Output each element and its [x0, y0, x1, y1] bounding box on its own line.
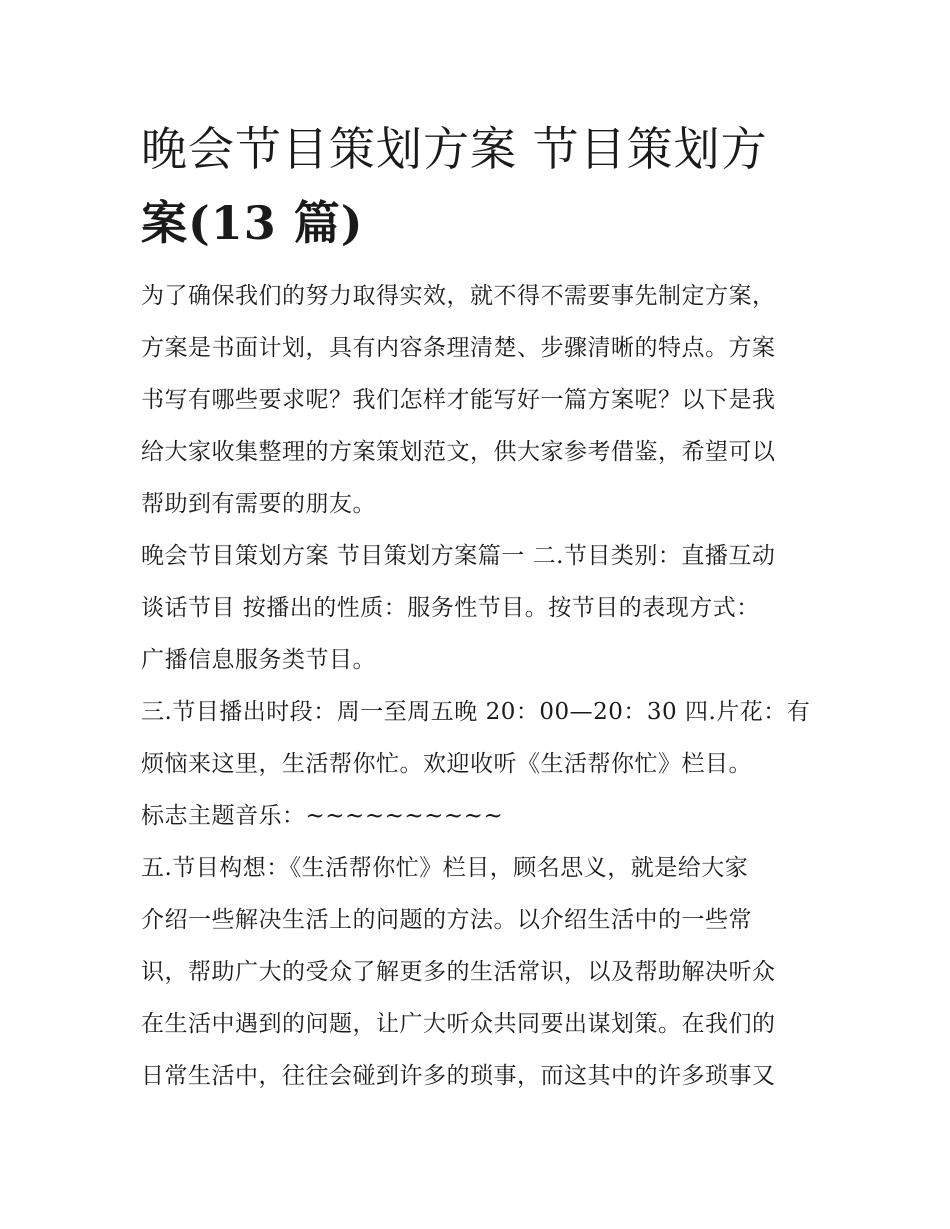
section-broadcast-time [141, 686, 813, 842]
text-line: 三.节目播出时段：周一至周五晚 20：00—20：30 四.片花：有 [141, 699, 811, 725]
text-line: 方案是书面计划，具有内容条理清楚、步骤清晰的特点。方案 [141, 335, 776, 361]
text-line: 介绍一些解决生活上的问题的方法。以介绍生活中的一些常 [141, 907, 752, 933]
text-line: 日常生活中，往往会碰到许多的琐事，而这其中的许多琐事又 [141, 1063, 776, 1089]
text-line: 谈话节目 按播出的性质：服务性节目。按节目的表现方式： [141, 595, 760, 621]
text-line: 五.节目构想：《生活帮你忙》栏目，顾名思义，就是给大家 [141, 855, 749, 881]
text-line: 广播信息服务类节目。 [141, 647, 376, 673]
title-line: 晚会节目策划方案 节目策划方 [141, 122, 768, 176]
text-line: 烦恼来这里，生活帮你忙。欢迎收听《生活帮你忙》栏目。 [141, 751, 752, 777]
text-line: 给大家收集整理的方案策划范文，供大家参考借鉴，希望可以 [141, 439, 776, 465]
title-line: 案(13 篇) [141, 196, 364, 250]
text-line: 晚会节目策划方案 节目策划方案篇一 二.节目类别：直播互动 [141, 543, 776, 569]
intro-paragraph [141, 270, 813, 530]
text-line: 在生活中遇到的问题，让广大听众共同要出谋划策。在我们的 [141, 1011, 776, 1037]
section-program-category [141, 530, 813, 686]
document-title [141, 112, 813, 260]
document-page [141, 112, 813, 1102]
section-program-concept [141, 842, 813, 1102]
text-line: 为了确保我们的努力取得实效，就不得不需要事先制定方案， [141, 283, 776, 309]
text-line: 书写有哪些要求呢？我们怎样才能写好一篇方案呢？以下是我 [141, 387, 776, 413]
text-line: 帮助到有需要的朋友。 [141, 491, 376, 517]
text-line: 标志主题音乐：~~~~~~~~~~ [141, 803, 504, 829]
text-line: 识，帮助广大的受众了解更多的生活常识，以及帮助解决听众 [141, 959, 776, 985]
